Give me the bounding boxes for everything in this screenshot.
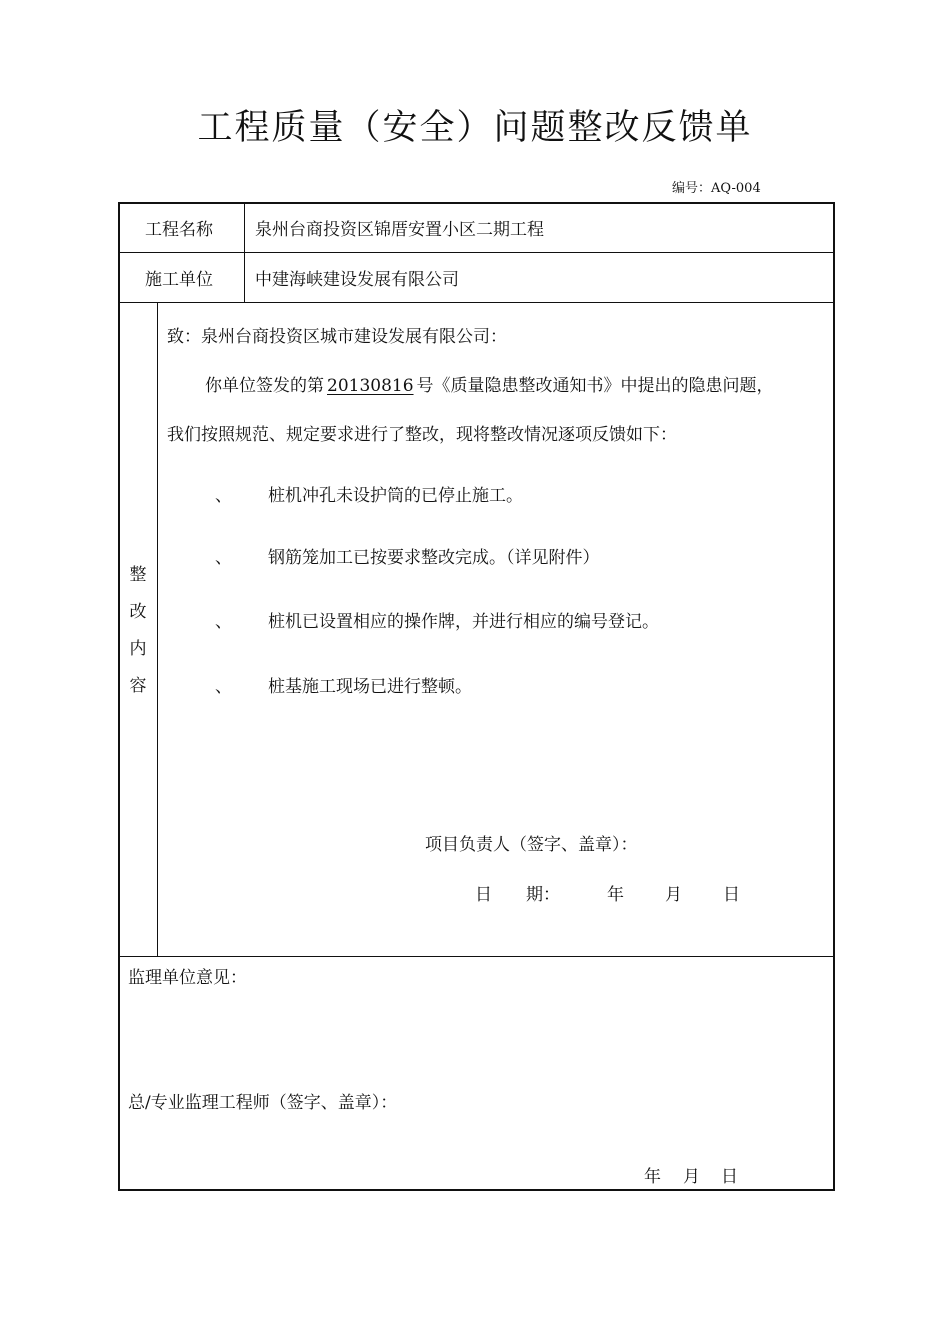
table-border-top (118, 202, 835, 204)
row-divider-2 (118, 302, 835, 303)
notice-number: 20130816 (327, 376, 414, 396)
date-label: 日 期： (475, 885, 560, 905)
rectification-content-label (118, 560, 158, 708)
list-item: 钢筋笼加工已按要求整改完成。（详见附件） (268, 548, 600, 568)
row-divider-3 (118, 956, 835, 957)
list-item-bullet: 、 (215, 548, 232, 568)
date-month: 月 (665, 885, 682, 905)
supervising-engineer-signature-label: 总/专业监理工程师（签字、盖章）： (128, 1093, 398, 1113)
intro-prefix: 你单位签发的第 (205, 376, 324, 396)
intro-paragraph-line-2: 我们按照规范、规定要求进行了整改，现将整改情况逐项反馈如下： (167, 425, 677, 445)
label-char: 改 (129, 602, 147, 622)
list-item: 桩机冲孔未设护筒的已停止施工。 (268, 486, 523, 506)
form-title: 工程质量（安全）问题整改反馈单 (197, 108, 753, 148)
intro-suffix: 号《质量隐患整改通知书》中提出的隐患问题， (416, 376, 774, 396)
table-border-bottom (118, 1189, 835, 1191)
contractor-label: 施工单位 (145, 270, 213, 290)
list-item-bullet: 、 (215, 677, 232, 697)
project-name-label: 工程名称 (145, 220, 213, 240)
addressee: 致：泉州台商投资区城市建设发展有限公司： (167, 327, 507, 347)
label-char: 容 (129, 676, 147, 696)
project-leader-signature-label: 项目负责人（签字、盖章）： (425, 835, 638, 855)
table-border-right (833, 202, 835, 1190)
row-divider-1 (118, 252, 835, 253)
list-item-bullet: 、 (215, 612, 232, 632)
supervision-date-month: 月 (683, 1167, 700, 1187)
supervision-opinion-label: 监理单位意见： (128, 968, 247, 988)
column-divider-top (244, 202, 245, 303)
intro-paragraph-line-1 (205, 371, 774, 396)
date-day: 日 (723, 885, 740, 905)
list-item: 桩机已设置相应的操作牌，并进行相应的编号登记。 (268, 612, 659, 632)
contractor-value: 中建海峡建设发展有限公司 (255, 270, 459, 290)
label-char: 内 (129, 639, 147, 659)
document-number: 编号：AQ-004 (672, 181, 761, 196)
list-item: 桩基施工现场已进行整顿。 (268, 677, 472, 697)
supervision-date-day: 日 (721, 1167, 738, 1187)
label-char: 整 (129, 565, 147, 585)
project-name-value: 泉州台商投资区锦厝安置小区二期工程 (255, 220, 544, 240)
date-year: 年 (607, 885, 624, 905)
supervision-date-year: 年 (644, 1167, 661, 1187)
list-item-bullet: 、 (215, 486, 232, 506)
